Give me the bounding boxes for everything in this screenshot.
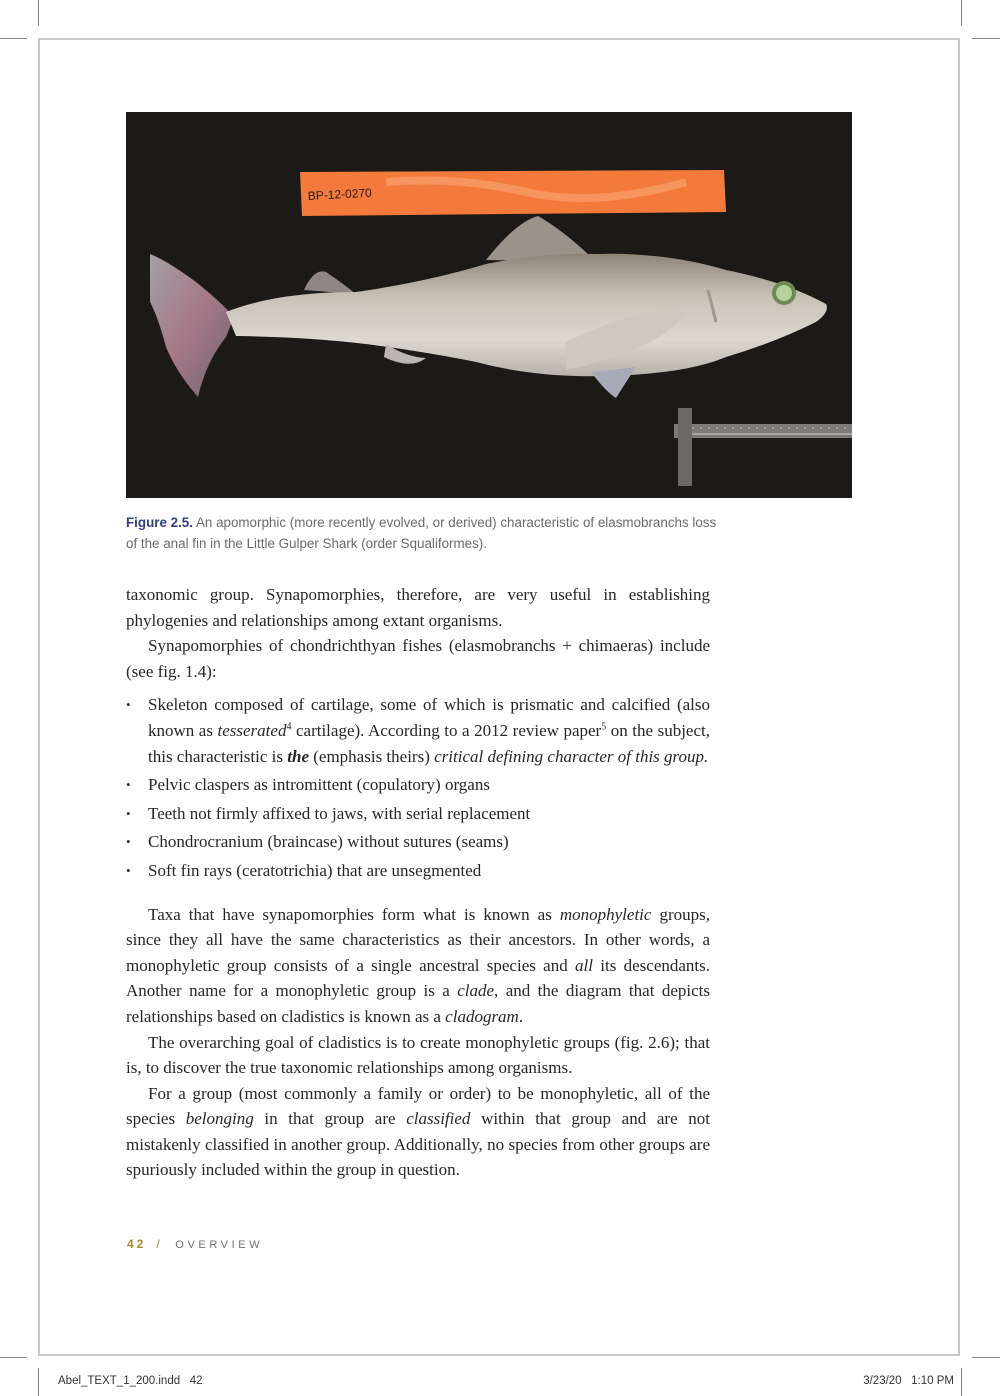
- shark-illustration: [126, 112, 852, 498]
- crop-mark-top-left-h: [0, 38, 27, 39]
- paragraph-4: The overarching goal of cladistics is to create monophyletic groups (fig. 2.6); that is, to discover the true taxonomic relationships among organisms.: [126, 1032, 710, 1078]
- page-number: 42: [127, 1237, 147, 1251]
- figure-caption: [126, 512, 726, 554]
- crop-mark-top-right-v: [961, 0, 962, 26]
- body-text: [126, 582, 710, 1183]
- specimen-tag: [300, 170, 726, 216]
- list-item: • Chondrocranium (braincase) without sutures (seams): [126, 829, 710, 855]
- paragraph-2: Synapomorphies of chondrichthyan fishes (elasmobranchs + chimaeras) include (see fig. 1.4):: [126, 636, 710, 681]
- slug-timestamp: 3/23/20 1:10 PM: [863, 1375, 954, 1387]
- crop-mark-bottom-left-h: [0, 1357, 27, 1358]
- paragraph-5: For a group (most commonly a family or order) to be monophyletic, all of the species belonging in that group are classified within that group and are not mistakenly classified in another group. Additionally, no species from other groups are spuriously included within the group in question.: [126, 1083, 711, 1180]
- section-name: OVERVIEW: [175, 1239, 264, 1251]
- shark-specimen-photo: [126, 112, 852, 498]
- list-item: • Pelvic claspers as intromittent (copulatory) organs: [126, 772, 710, 798]
- list-item: • Teeth not firmly affixed to jaws, with serial replacement: [126, 801, 710, 827]
- crop-mark-bottom-right-v: [961, 1368, 962, 1396]
- list-item: • Soft fin rays (ceratotrichia) that are unsegmented: [126, 858, 710, 884]
- crop-mark-bottom-right-h: [972, 1357, 1000, 1358]
- paragraph-1: taxonomic group. Synapomorphies, therefore, are very useful in establishing phylogenies and relationships among extant organisms.: [126, 585, 710, 630]
- list-item: • Skeleton composed of cartilage, some of which is prismatic and calcified (also known as tesserated$^4$ cartilage). According to a 2012 review paper$^5$ on the subject, this characteristic is the (emphasis theirs) critical defining character of this group.: [126, 692, 710, 769]
- figure-label: Figure 2.5.: [126, 515, 193, 530]
- running-footer: [127, 1237, 263, 1251]
- crop-mark-top-right-h: [972, 38, 1000, 39]
- crop-mark-bottom-left-v: [38, 1368, 39, 1396]
- caption-text: An apomorphic (more recently evolved, or derived) characteristic of elasmobranchs loss of the anal fin in the Little Gulper Shark (order Squaliformes).: [126, 515, 717, 551]
- slug-filename: Abel_TEXT_1_200.indd 42: [58, 1375, 203, 1387]
- crop-mark-top-left-v: [38, 0, 39, 26]
- synapomorphy-list: [126, 692, 710, 883]
- folio-separator: /: [156, 1237, 164, 1251]
- paragraph-3: Taxa that have synapomorphies form what is known as monophyletic groups, since they all have the same characteristics as their ancestors. In other words, a monophyletic group consists of a single ancestral species and all its descendants. Another name for a monophyletic group is a clade, and the diagram that depicts relationships based on cladistics is known as a cladogram.: [126, 904, 711, 1026]
- caliper-ruler: [674, 408, 852, 486]
- specimen-tag-label: BP-12-0270: [307, 185, 373, 203]
